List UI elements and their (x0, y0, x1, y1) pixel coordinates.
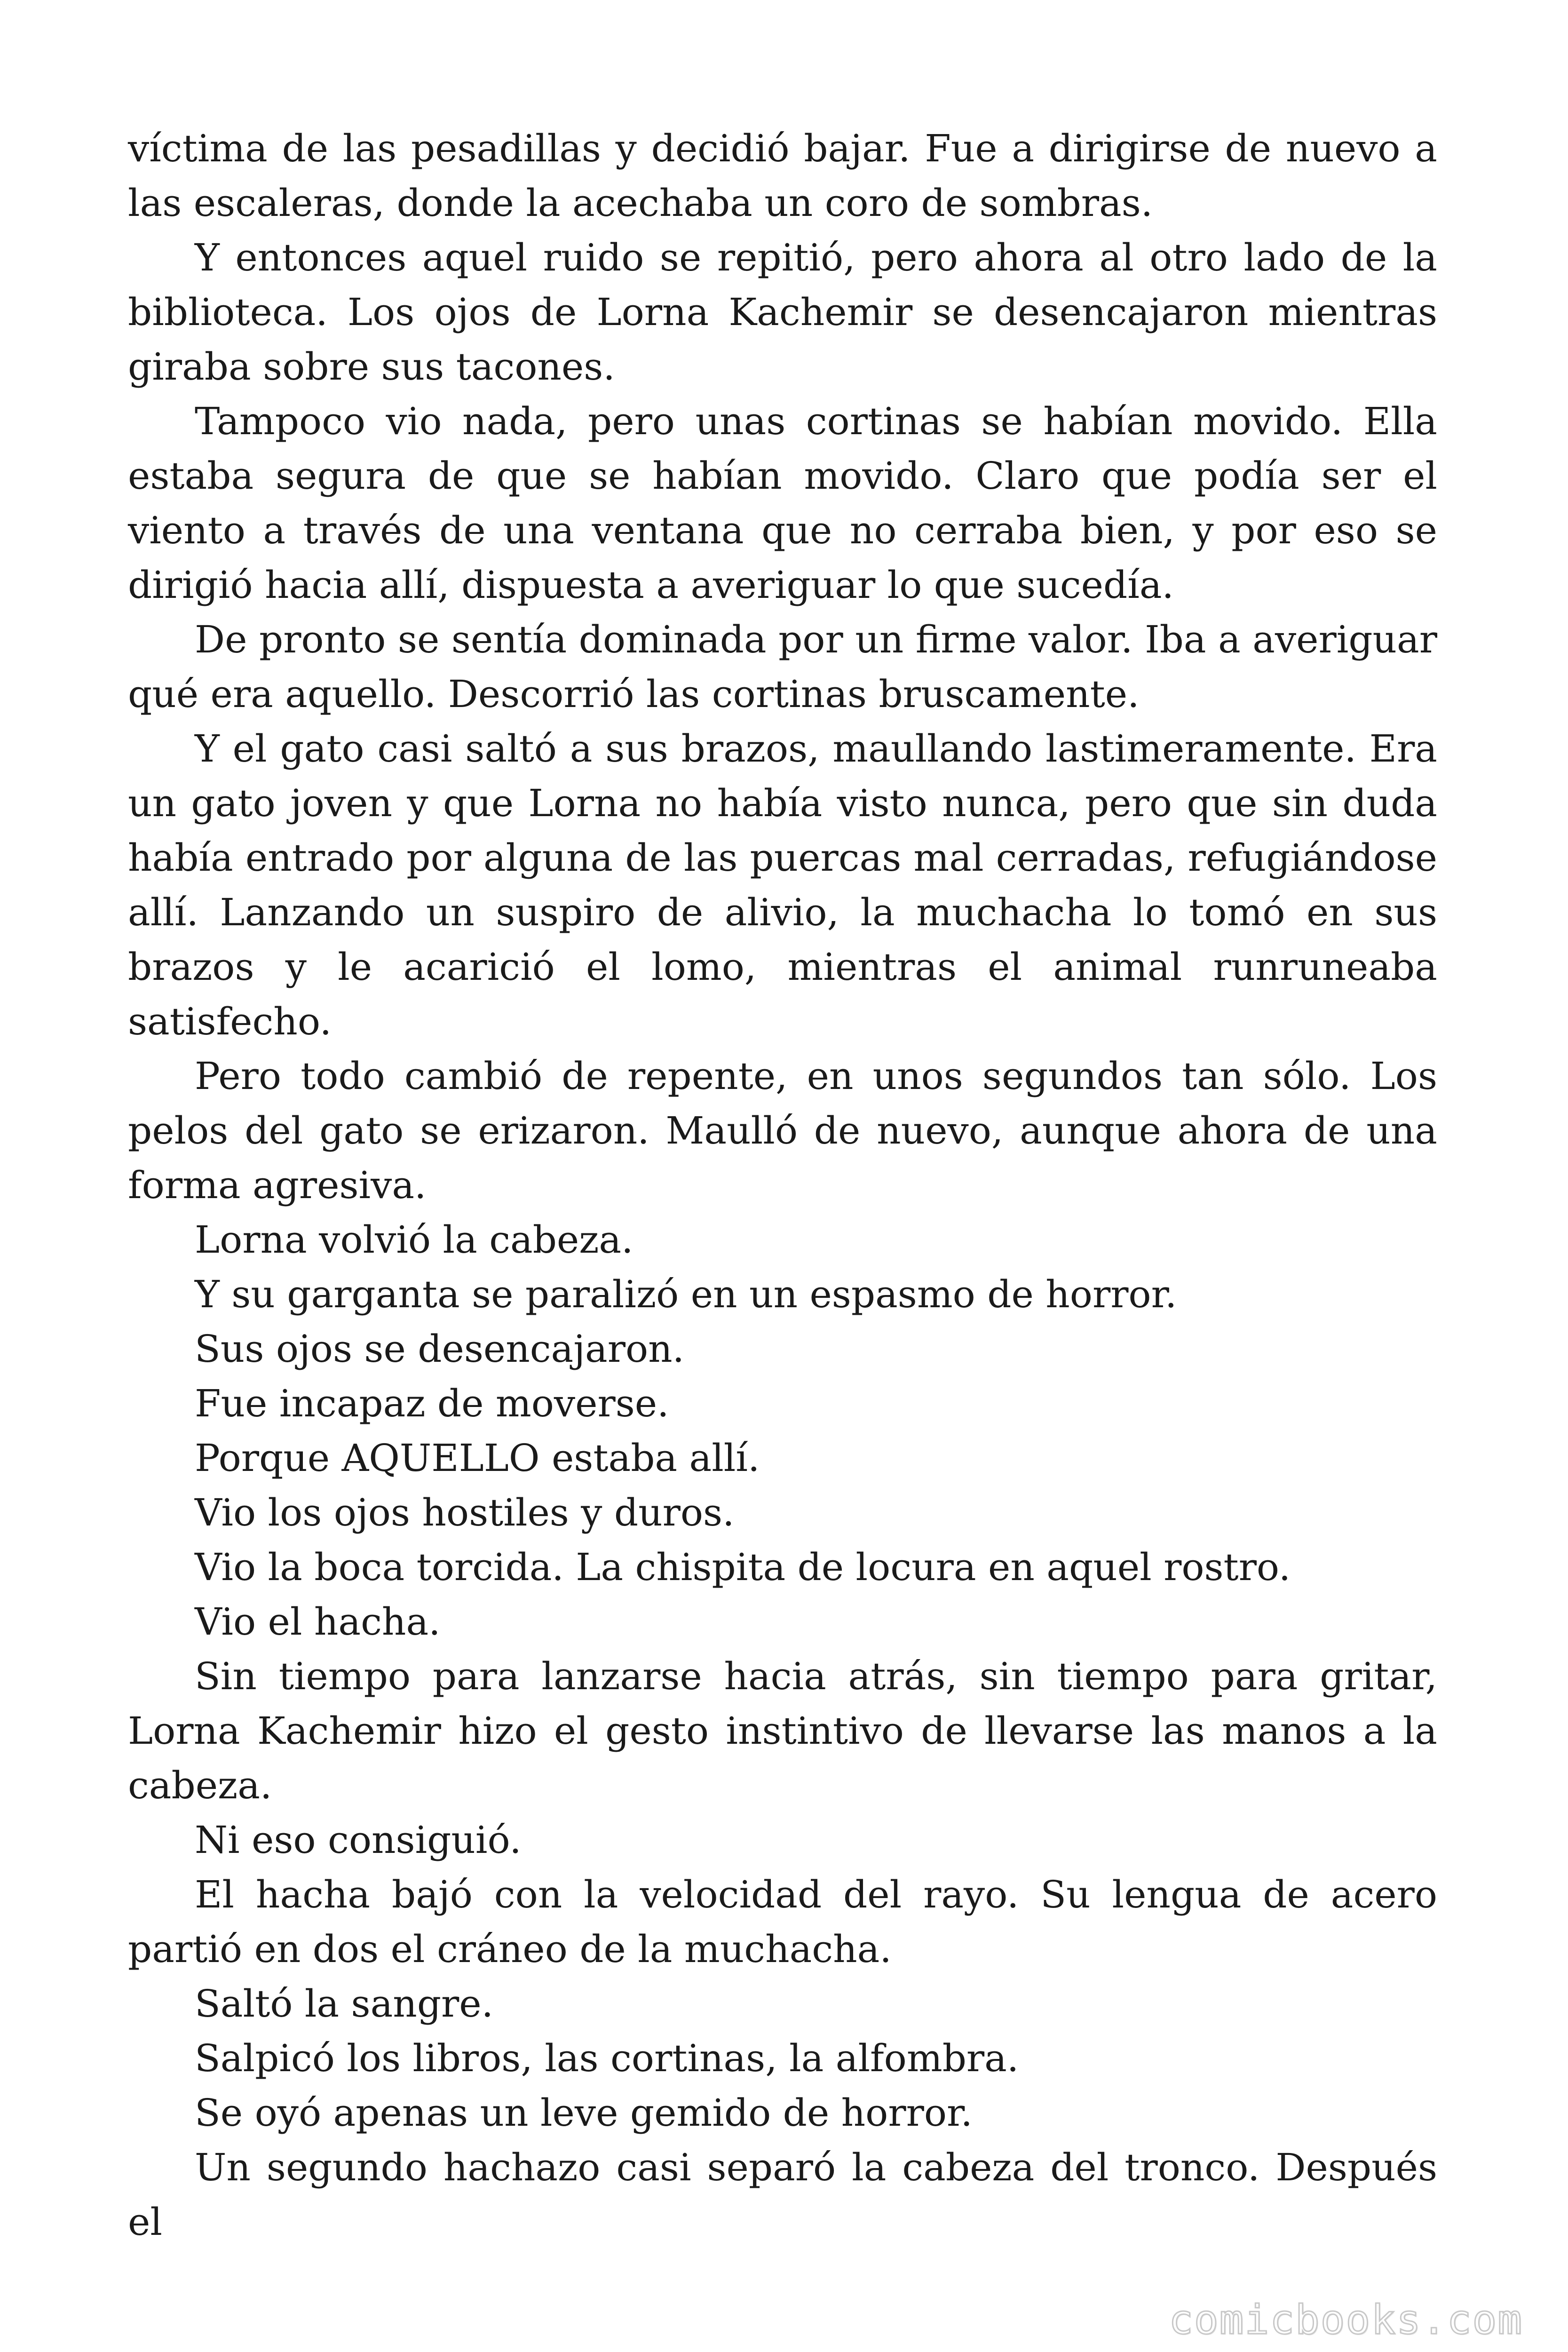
paragraph: Porque AQUELLO estaba allí. (195, 1436, 760, 1480)
watermark: comicbooks.com (1169, 2296, 1523, 2344)
paragraph: Vio la boca torcida. La chispita de locura en aquel rostro. (195, 1545, 1291, 1589)
paragraph: Tampoco vio nada, pero unas cortinas se habían movido. Ella estaba segura de que se habían movido. Claro que podía ser el viento a través de una ventana que no cerraba bien, y por eso se dirigió hacia allí, dispuesta a averiguar lo que sucedía. (128, 399, 1437, 607)
paragraph: Saltó la sangre. (195, 1982, 494, 2026)
paragraph: Ni eso consiguió. (195, 1818, 522, 1862)
paragraph: Y el gato casi saltó a sus brazos, maullando lastimeramente. Era un gato joven y que Lorna no había visto nunca, pero que sin duda había entrado por alguna de las puercas mal cerradas, refugiándose allí. Lanzando un suspiro de alivio, la muchacha lo tomó en sus brazos y le acarició el lomo, mientras el animal runruneaba satisfecho. (128, 727, 1437, 1043)
paragraph: Se oyó apenas un leve gemido de horror. (195, 2091, 973, 2135)
paragraph: Sus ojos se desencajaron. (195, 1327, 685, 1371)
paragraph: Un segundo hachazo casi separó la cabeza del tronco. Después el (128, 2145, 1437, 2244)
paragraph: Pero todo cambió de repente, en unos segundos tan sólo. Los pelos del gato se erizaron. Maulló de nuevo, aunque ahora de una forma agresiva. (128, 1054, 1437, 1207)
paragraph: Vio los ojos hostiles y duros. (195, 1491, 735, 1534)
body-text (128, 121, 1437, 2249)
paragraph: Salpicó los libros, las cortinas, la alfombra. (195, 2036, 1019, 2080)
paragraph: Sin tiempo para lanzarse hacia atrás, sin tiempo para gritar, Lorna Kachemir hizo el gesto instintivo de llevarse las manos a la cabeza. (128, 1654, 1437, 1807)
paragraph: Vio el hacha. (195, 1600, 441, 1644)
paragraph: El hacha bajó con la velocidad del rayo. Su lengua de acero partió en dos el cráneo de la muchacha. (128, 1873, 1437, 1971)
paragraph: De pronto se sentía dominada por un firme valor. Iba a averiguar qué era aquello. Descorrió las cortinas bruscamente. (128, 618, 1437, 716)
paragraph: Y su garganta se paralizó en un espasmo de horror. (195, 1272, 1177, 1316)
paragraph: Fue incapaz de moverse. (195, 1382, 669, 1425)
paragraph: Lorna volvió la cabeza. (195, 1218, 634, 1262)
paragraph: víctima de las pesadillas y decidió bajar. Fue a dirigirse de nuevo a las escaleras, donde la acechaba un coro de sombras. (128, 127, 1437, 225)
paragraph: Y entonces aquel ruido se repitió, pero ahora al otro lado de la biblioteca. Los ojos de Lorna Kachemir se desencajaron mientras giraba sobre sus tacones. (128, 236, 1437, 389)
